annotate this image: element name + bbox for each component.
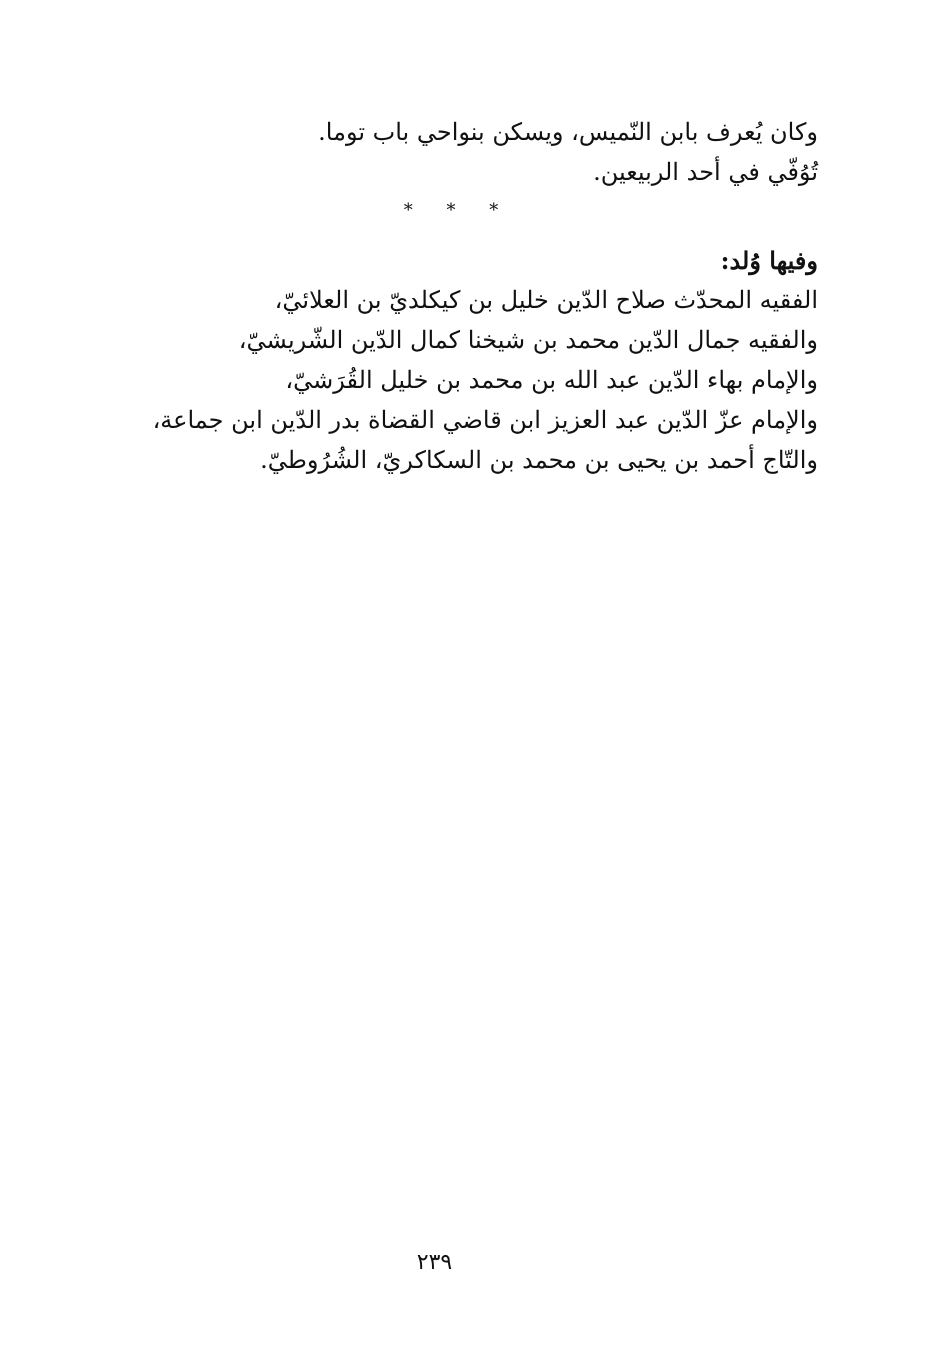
text-line: والتّاج أحمد بن يحيى بن محمد بن السكاكريّ، الشُرُوطيّ. bbox=[260, 446, 818, 474]
text-line: والإمام بهاء الدّين عبد الله بن محمد بن خليل القُرَشيّ، bbox=[285, 366, 818, 394]
section-separator: * * * bbox=[403, 200, 513, 221]
page-text-block bbox=[150, 112, 818, 480]
text-line: والإمام عزّ الدّين عبد العزيز ابن قاضي القضاة بدر الدّين ابن جماعة، bbox=[152, 406, 818, 434]
text-line: وكان يُعرف بابن النّميس، ويسكن بنواحي باب توما. bbox=[318, 118, 818, 146]
text-line: الفقيه المحدّث صلاح الدّين خليل بن كيكلديّ بن العلائيّ، bbox=[274, 286, 818, 314]
page-number: ٢٣٩ bbox=[416, 1250, 453, 1275]
text-line: والفقيه جمال الدّين محمد بن شيخنا كمال الدّين الشّريشيّ، bbox=[238, 326, 818, 354]
text-line: تُوُفّي في أحد الربيعين. bbox=[593, 158, 818, 186]
section-heading: وفيها وُلد: bbox=[720, 246, 818, 275]
